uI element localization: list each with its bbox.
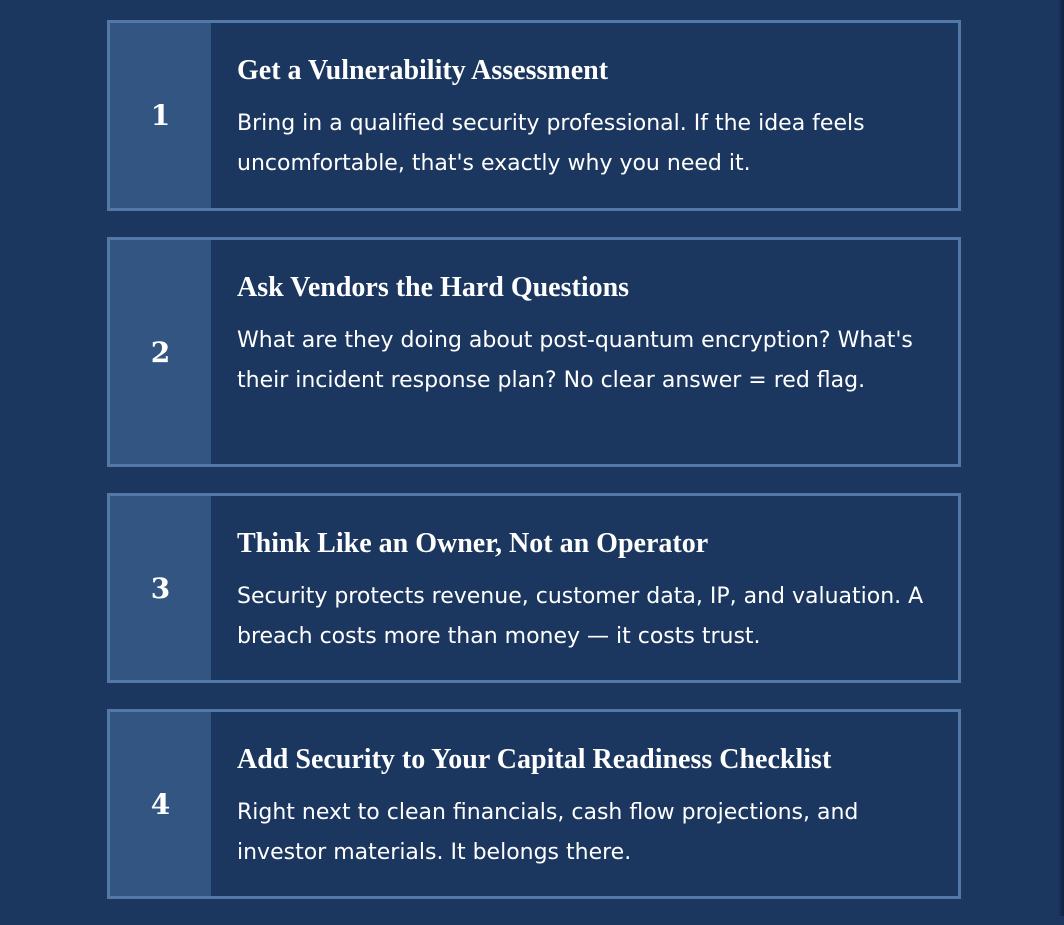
step-number: 3 (150, 571, 171, 605)
step-description: Right next to clean financials, cash flow projections, and investor materials. It belongs there. (237, 800, 859, 865)
step-card-1 (107, 20, 961, 211)
step-number-box (110, 240, 211, 464)
step-card-3 (107, 493, 961, 683)
page-edge-shadow (1058, 0, 1064, 916)
step-description: Security protects revenue, customer data, IP, and valuation. A breach costs more than money — it costs trust. (237, 584, 924, 649)
step-body (211, 23, 958, 208)
step-number: 1 (150, 99, 171, 132)
step-body (211, 712, 958, 896)
step-number-box (110, 712, 211, 896)
step-card-2 (107, 237, 961, 467)
steps-list (107, 20, 961, 925)
step-number-box (110, 23, 211, 208)
step-body (211, 496, 958, 680)
step-description: What are they doing about post-quantum encryption? What's their incident response plan? No clear answer = red flag. (237, 328, 913, 393)
step-card-4 (107, 709, 961, 899)
step-description: Bring in a qualified security professional. If the idea feels uncomfortable, that's exactly why you need it. (237, 111, 865, 176)
step-title: Think Like an Owner, Not an Operator (237, 528, 709, 559)
step-number: 4 (150, 787, 171, 821)
step-title: Add Security to Your Capital Readiness Checklist (237, 744, 832, 775)
step-number: 2 (150, 335, 171, 369)
step-title: Get a Vulnerability Assessment (237, 55, 609, 86)
step-body (211, 240, 958, 464)
step-title: Ask Vendors the Hard Questions (237, 272, 630, 303)
step-number-box (110, 496, 211, 680)
